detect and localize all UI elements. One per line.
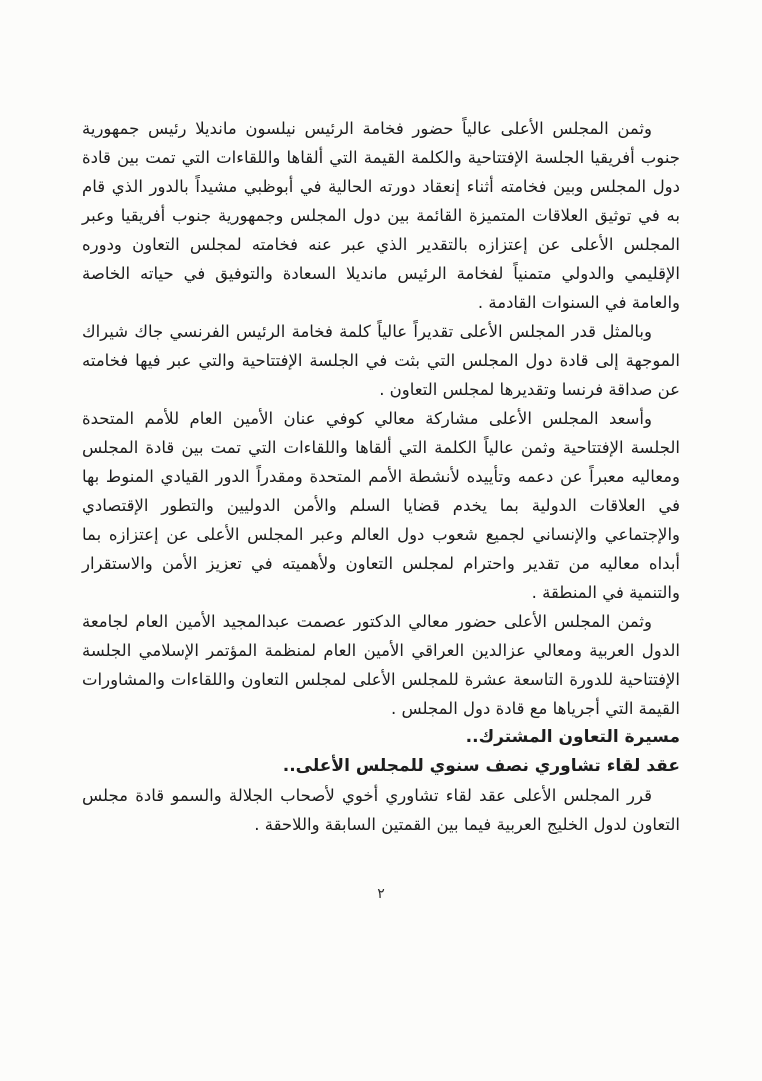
section-heading-consultative-meeting: عقد لقاء تشاوري نصف سنوي للمجلس الأعلى.. [282,756,680,776]
paragraph-mandela: وثمن المجلس الأعلى عالياً حضور فخامة الرئيس نيلسون مانديلا رئيس جمهورية جنوب أفريقيا الجلسة الإفتتاحية والكلمة القيمة التي ألقاها واللقاءات التي تمت بين قادة دول المجلس وبين فخامته أثناء إنعقاد دورته الحالية في أبوظبي مشيداً بالدور الذي قام به في توثيق العلاقات المتميزة القائمة بين دول المجلس وجمهورية جنوب أفريقيا وعبر المجلس الأعلى عن إعتزازه بالتقدير الذي عبر عنه فخامته لمجلس التعاون ودوره الإقليمي والدولي متمنياً لفخامة الرئيس مانديلا السعادة والتوفيق في حياته الخاصة والعامة في السنوات القادمة . [82,119,680,312]
paragraph-secretaries-general: وثمن المجلس الأعلى حضور معالي الدكتور عصمت عبدالمجيد الأمين العام لجامعة الدول العربية ومعالي عزالدين العراقي الأمين العام لمنظمة المؤتمر الإسلامي الجلسة الإفتتاحية للدورة التاسعة عشرة للمجلس الأعلى لمجلس التعاون واللقاءات والمشاورات القيمة التي أجرياها مع قادة دول المجلس . [82,612,680,718]
page-number: ٢ [377,886,385,902]
paragraph-kofi-annan: وأسعد المجلس الأعلى مشاركة معالي كوفي عنان الأمين العام للأمم المتحدة الجلسة الإفتتاحية وثمن عالياً الكلمة التي ألقاها واللقاءات التي تمت بين قادة المجلس ومعاليه معبراً عن دعمه وتأييده لأنشطة الأمم المتحدة ومقدراً الدور القيادي المنوط بها في العلاقات الدولية بما يخدم قضايا السلم والأمن الدوليين والتطور الإقتصادي والإجتماعي والإنساني لجميع شعوب دول العالم وعبر المجلس الأعلى عن إعتزازه بما أبداه معاليه من تقدير واحترام لمجلس التعاون ولأهميته في تعزيز الأمن والاستقرار والتنمية في المنطقة . [82,409,680,602]
section-heading-joint-cooperation: مسيرة التعاون المشترك.. [465,727,680,747]
body-text [82,114,680,839]
paragraph-consultative-decision: قرر المجلس الأعلى عقد لقاء تشاوري أخوي لأصحاب الجلالة والسمو قادة مجلس التعاون لدول الخليج العربية فيما بين القمتين السابقة واللاحقة . [82,786,680,834]
paragraph-chirac: وبالمثل قدر المجلس الأعلى تقديراً عالياً كلمة فخامة الرئيس الفرنسي جاك شيراك الموجهة إلى قادة دول المجلس التي بثت في الجلسة الإفتتاحية والتي عبر فيها فخامته عن صداقة فرنسا وتقديرها لمجلس التعاون . [82,322,680,399]
